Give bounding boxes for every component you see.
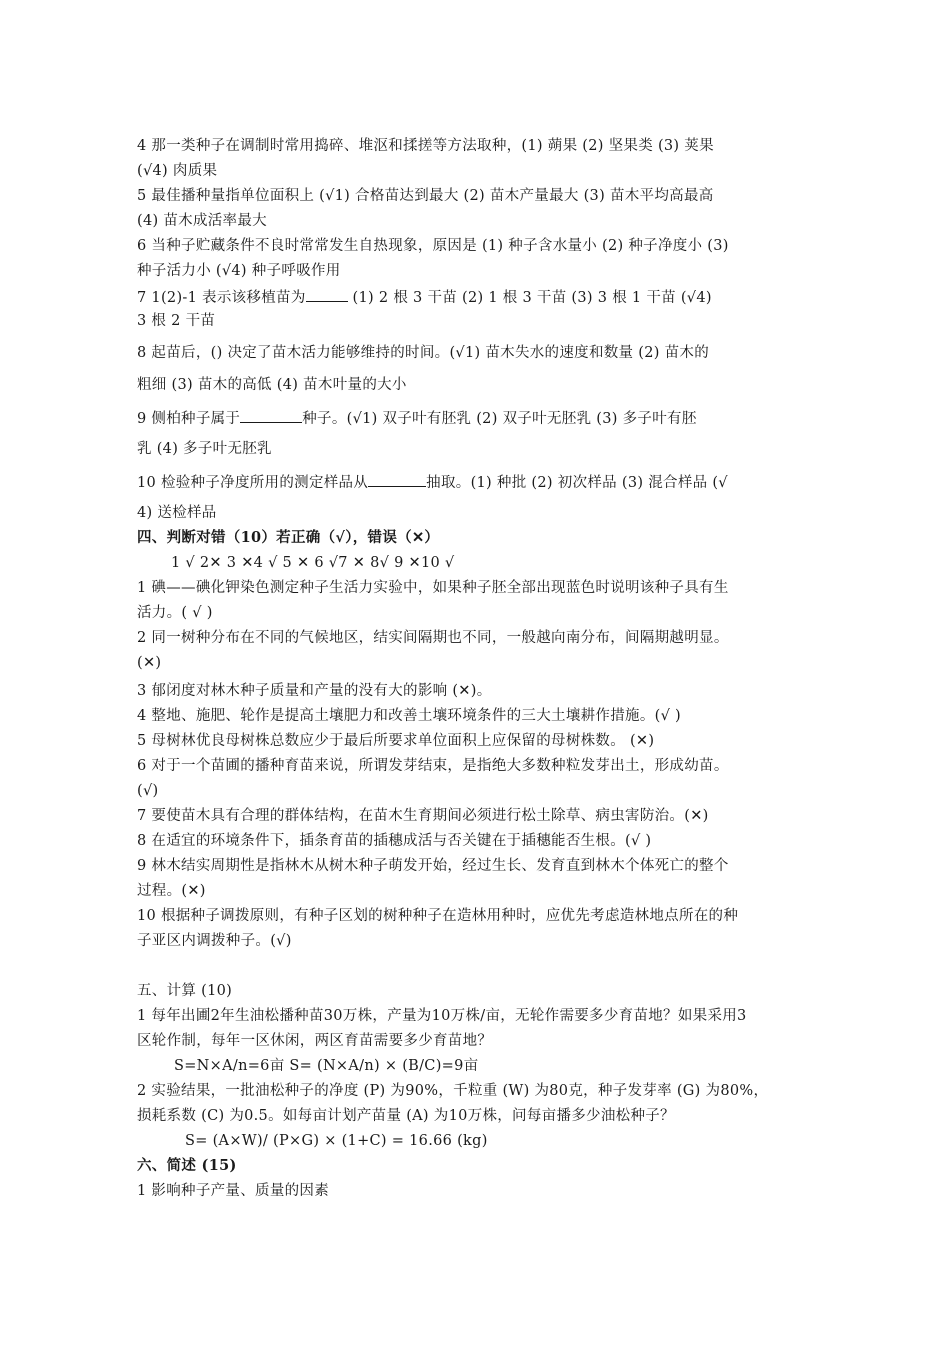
- judge-9-line-1: 9 林木结实周期性是指林木从树木种子萌发开始，经过生长、发育直到林木个体死亡的整个: [137, 858, 729, 874]
- section-6-heading: 六、简述 (15): [137, 1157, 237, 1174]
- question-7-stem: 7 1(2)-1 表示该移植苗为: [137, 290, 306, 306]
- judge-7: 7 要使苗木具有合理的群体结构，在苗木生育期间必须进行松土除草、病虫害防治。(✕): [137, 808, 709, 824]
- section-5-heading: 五、计算 (10): [137, 983, 233, 999]
- question-10-line-2: 4) 送检样品: [137, 505, 217, 521]
- judge-1-line-2: 活力。( √ ): [137, 605, 213, 621]
- question-6-line-1: 6 当种子贮藏条件不良时常常发生自热现象，原因是 (1) 种子含水量小 (2) 种子净度小 (3): [137, 238, 729, 254]
- section-4-heading: 四、判断对错（10）若正确（√），错误（✕）: [137, 529, 440, 546]
- short-answer-1: 1 影响种子产量、质量的因素: [137, 1183, 330, 1199]
- answer-blank: [368, 471, 426, 487]
- calc-2-answer: S= (A×W)/ (P×G) × (1+C) = 16.66 (kg): [185, 1133, 488, 1149]
- answer-blank: [240, 407, 302, 423]
- calc-2-line-2: 损耗系数 (C) 为0.5。如每亩计划产苗量 (A) 为10万株，问每亩播多少油松种子？: [137, 1108, 675, 1124]
- question-6-line-2: 种子活力小 (√4) 种子呼吸作用: [137, 263, 341, 279]
- answer-blank: [306, 286, 348, 302]
- question-9-stem: 9 侧柏种子属于: [137, 411, 241, 427]
- question-10-line-1: [137, 471, 728, 493]
- judge-10-line-2: 子亚区内调拨种子。(√): [137, 933, 292, 949]
- calc-2-line-1: 2 实验结果，一批油松种子的净度 (P) 为90%，千粒重 (W) 为80克，种子发芽率 (G) 为80%，: [137, 1083, 769, 1099]
- question-7-options: (1) 2 根 3 干苗 (2) 1 根 3 干苗 (3) 3 根 1 干苗 (√4): [347, 290, 712, 306]
- judge-8: 8 在适宜的环境条件下，插条育苗的插穗成活与否关键在于插穗能否生根。(√ ): [137, 833, 652, 849]
- judge-10-line-1: 10 根据种子调拨原则，有种子区划的树种种子在造林用种时，应优先考虑造林地点所在的种: [137, 908, 739, 924]
- answer-key: 1 √ 2✕ 3 ✕4 √ 5 ✕ 6 √7 ✕ 8√ 9 ✕10 √: [171, 555, 455, 571]
- question-8-line-2: 粗细 (3) 苗木的高低 (4) 苗木叶量的大小: [137, 377, 407, 393]
- question-4-line-2: (√4) 肉质果: [137, 163, 218, 179]
- question-5-line-1: 5 最佳播种量指单位面积上 (√1) 合格苗达到最大 (2) 苗木产量最大 (3) 苗木平均高最高: [137, 188, 714, 204]
- question-10-stem: 10 检验种子净度所用的测定样品从: [137, 475, 369, 491]
- judge-9-line-2: 过程。(✕): [137, 883, 206, 899]
- question-9-options: 种子。(√1) 双子叶有胚乳 (2) 双子叶无胚乳 (3) 多子叶有胚: [302, 411, 697, 427]
- calc-1-line-1: 1 每年出圃2年生油松播种苗30万株，产量为10万株/亩，无轮作需要多少育苗地？如果采用3: [137, 1008, 747, 1024]
- judge-2-line-1: 2 同一树种分布在不同的气候地区，结实间隔期也不同，一般越向南分布，间隔期越明显。: [137, 630, 729, 646]
- question-7-line-1: [137, 286, 712, 308]
- judge-6-line-1: 6 对于一个苗圃的播种育苗来说，所谓发芽结束，是指绝大多数种粒发芽出土，形成幼苗。: [137, 758, 729, 774]
- question-4-line-1: 4 那一类种子在调制时常用捣碎、堆沤和揉搓等方法取种，(1) 蒴果 (2) 坚果类 (3) 荚果: [137, 138, 714, 154]
- judge-5: 5 母树林优良母树株总数应少于最后所要求单位面积上应保留的母树株数。 (✕): [137, 733, 655, 749]
- judge-4: 4 整地、施肥、轮作是提高土壤肥力和改善土壤环境条件的三大土壤耕作措施。(√ ): [137, 708, 681, 724]
- question-9-line-2: 乳 (4) 多子叶无胚乳: [137, 441, 272, 457]
- judge-1-line-1: 1 碘——碘化钾染色测定种子生活力实验中，如果种子胚全部出现蓝色时说明该种子具有生: [137, 580, 729, 596]
- question-7-line-2: 3 根 2 干苗: [137, 313, 216, 329]
- calc-1-line-2: 区轮作制，每年一区休闲，两区育苗需要多少育苗地？: [137, 1033, 493, 1049]
- judge-6-line-2: (√): [137, 783, 159, 799]
- question-5-line-2: (4) 苗木成活率最大: [137, 213, 267, 229]
- judge-2-line-2: (✕): [137, 655, 162, 671]
- calc-1-answer: S=N×A/n=6亩 S= (N×A/n) × (B/C)=9亩: [174, 1058, 479, 1074]
- question-8-line-1: 8 起苗后，() 决定了苗木活力能够维持的时间。(√1) 苗木失水的速度和数量 (2) 苗木的: [137, 345, 709, 361]
- question-9-line-1: [137, 407, 697, 429]
- judge-3: 3 郁闭度对林木种子质量和产量的没有大的影响 (✕)。: [137, 683, 492, 699]
- question-10-options: 抽取。(1) 种批 (2) 初次样品 (3) 混合样品 (√: [426, 475, 728, 491]
